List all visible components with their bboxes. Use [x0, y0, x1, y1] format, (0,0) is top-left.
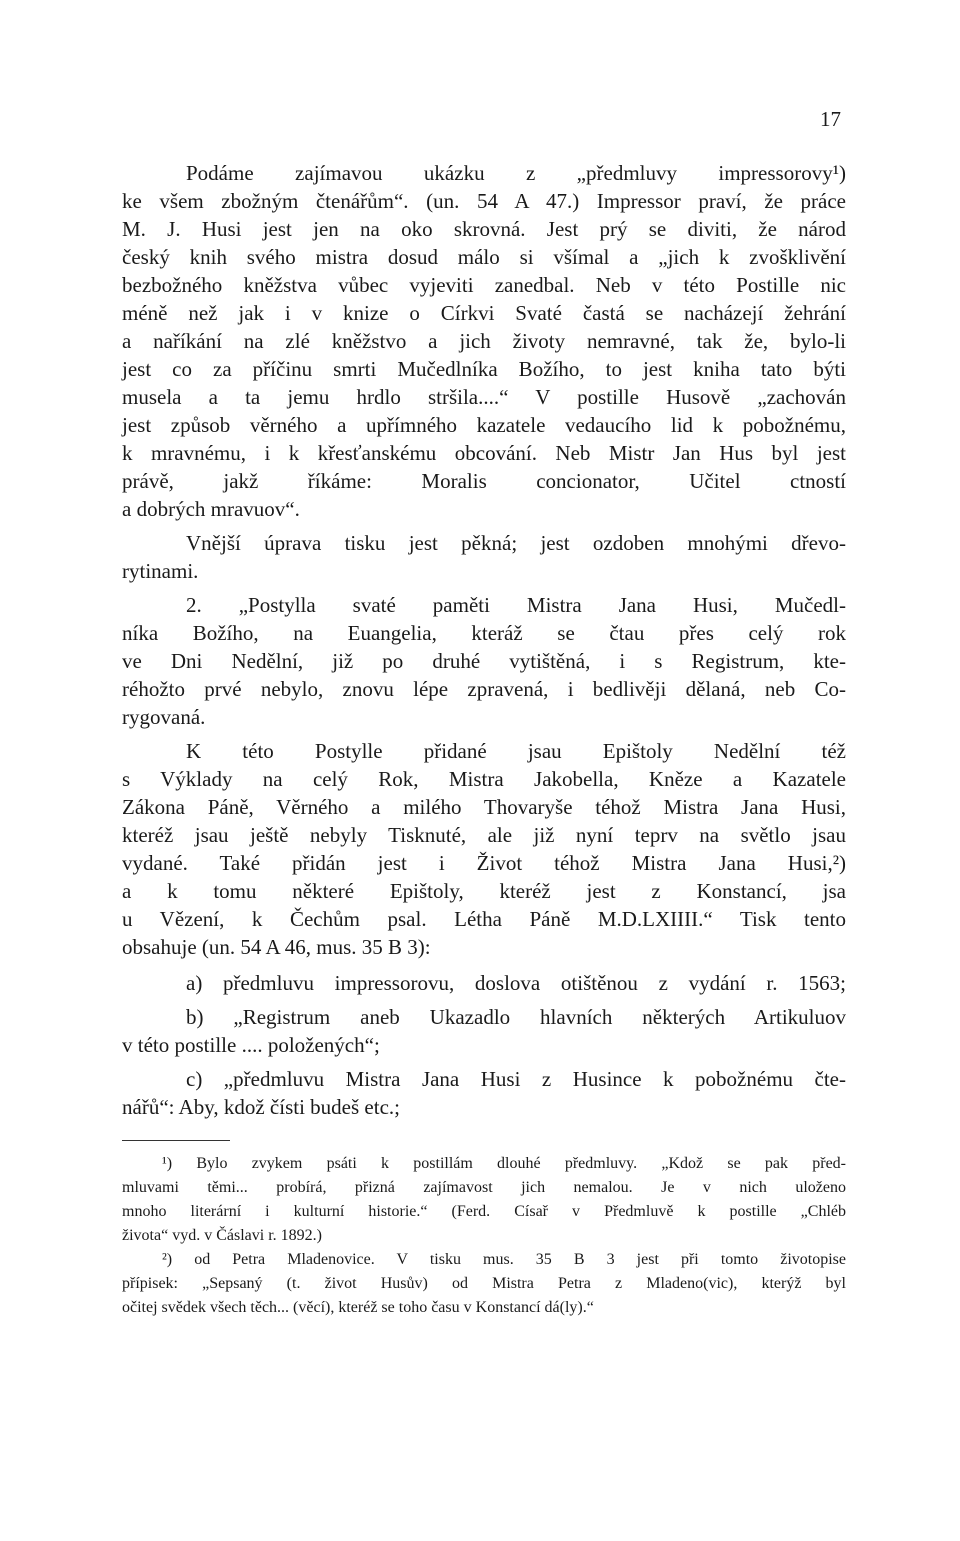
body-line: kteréž jsau ještě nebyly Tisknuté, ale již nyní teprv na světlo jsau — [122, 823, 846, 847]
list-item: b) „Registrum aneb Ukazadlo hlavních některých Artikuluov — [186, 1005, 846, 1029]
body-line: k mravnému, i k křesťanskému obcování. Neb Mistr Jan Hus byl jest — [122, 441, 846, 465]
body-line: a dobrých mravuov“. — [122, 497, 300, 521]
footnote-line: mnoho literární i kulturní historie.“ (Ferd. Císař v Předmluvě k postille „Chléb — [122, 1203, 846, 1220]
footnote-line: přípisek: „Sepsaný (t. život Husův) od Mistra Petra z Mladeno(vic), kterýž byl — [122, 1275, 846, 1292]
body-line: rygovaná. — [122, 705, 206, 729]
body-line: réhožto prvé nebylo, znovu lépe zpravená, i bedlivěji dělaná, neb Co- — [122, 677, 846, 701]
body-line: bezbožného kněžstva vůbec vyjeviti zanedbal. Neb v této Postille nic — [122, 273, 846, 297]
footnote-line: ²) od Petra Mladenovice. V tisku mus. 35 B 3 jest při tomto životopise — [162, 1251, 846, 1268]
body-line: 2. „Postylla svaté paměti Mistra Jana Husi, Mučedl- — [186, 593, 846, 617]
body-line: vydané. Také přidán jest i Život téhož Mistra Jana Husi,²) — [122, 851, 846, 875]
list-item: nářů“: Aby, kdož čísti budeš etc.; — [122, 1095, 400, 1119]
body-line: obsahuje (un. 54 A 46, mus. 35 B 3): — [122, 935, 431, 959]
body-line: K této Postylle přidané jsau Epištoly Nedělní též — [186, 739, 846, 763]
list-item: a) předmluvu impressorovu, doslova otištěnou z vydání r. 1563; — [186, 971, 846, 995]
body-line: a naříkání na zlé kněžstvo a jich životy nemravné, tak že, bylo-li — [122, 329, 846, 353]
footnote-line: očitej svědek všech těch... (věcí), kteréž se toho času v Konstancí dá(ly).“ — [122, 1299, 594, 1316]
body-line: jest způsob věrného a upřímného kazatele vedaucího lid k pobožnému, — [122, 413, 846, 437]
body-line: Zákona Páně, Věrného a milého Thovaryše téhož Mistra Jana Husi, — [122, 795, 846, 819]
page-number: 17 — [820, 107, 841, 131]
body-line: právě, jakž říkáme: Moralis concionator, Učitel ctností — [122, 469, 846, 493]
body-line: a k tomu některé Epištoly, kteréž jest z Konstancí, jsa — [122, 879, 846, 903]
body-line: ve Dni Nedělní, již po druhé vytištěná, i s Registrum, kte- — [122, 649, 846, 673]
list-item: c) „předmluvu Mistra Jana Husi z Husince k pobožnému čte- — [186, 1067, 846, 1091]
body-line: jest co za příčinu smrti Mučedlníka Božího, to jest kniha tato býti — [122, 357, 846, 381]
body-line: rytinami. — [122, 559, 199, 583]
body-line: musela a ta jemu hrdlo stršila....“ V postille Husově „zachován — [122, 385, 846, 409]
body-line: M. J. Husi jest jen na oko skrovná. Jest prý se diviti, že národ — [122, 217, 846, 241]
list-item: v této postille .... položených“; — [122, 1033, 380, 1057]
body-line: Vnější úprava tisku jest pěkná; jest ozdoben mnohými dřevo- — [186, 531, 846, 555]
body-line: Podáme zajímavou ukázku z „předmluvy impressorovy¹) — [186, 161, 846, 185]
footnote-line: mluvami těmi... probírá, přizná zajímavost jich nemalou. Je v nich uloženo — [122, 1179, 846, 1196]
body-line: ke všem zbožným čtenářům“. (un. 54 A 47.) Impressor praví, že práce — [122, 189, 846, 213]
body-line: český knih svého mistra dosud málo si všímal a „jich k zvošklivění — [122, 245, 846, 269]
body-line: u Vězení, k Čechům psal. Létha Páně M.D.LXIIII.“ Tisk tento — [122, 907, 846, 931]
body-line: s Výklady na celý Rok, Mistra Jakobella, Kněze a Kazatele — [122, 767, 846, 791]
footnote-line: života“ vyd. v Čáslavi r. 1892.) — [122, 1227, 322, 1244]
body-line: méně než jak i v knize o Církvi Svaté častá se nacházejí žehrání — [122, 301, 846, 325]
footnote-divider — [122, 1140, 230, 1141]
body-line: níka Božího, na Euangelia, kteráž se čtau přes celý rok — [122, 621, 846, 645]
footnote-line: ¹) Bylo zvykem psáti k postillám dlouhé předmluvy. „Kdož se pak před- — [162, 1155, 846, 1172]
